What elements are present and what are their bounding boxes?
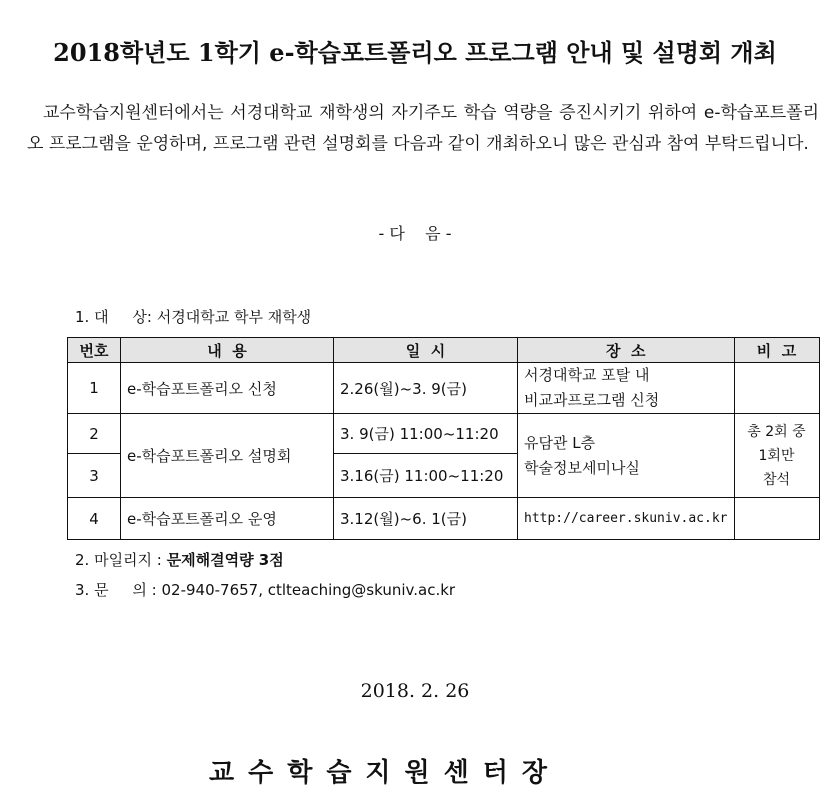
item-value: 서경대학교 학부 재학생 [156,308,312,326]
row-datetime: 3. 9(금) 11:00~11:20 [334,414,518,454]
place-line: 학술정보세미나실 [524,458,640,477]
intro-paragraph: 교수학습지원센터에서는 서경대학교 재학생의 자기주도 학습 역량을 증진시키기 위하여 e-학습포트폴리오 프로그램을 운영하며, 프로그램 관련 설명회를 다음과 같이 개최하오니 많은 관심과 참여 부탁드립니다. [27,103,819,154]
item-label: 3. 문 의 : [75,581,162,599]
place-line: 서경대학교 포탈 내 [524,366,650,384]
note-line: 총 2회 중 [747,423,806,440]
header-place: 장 소 [518,338,735,363]
item-label: 1. 대 상: [75,308,157,326]
row-note [734,414,819,498]
item-contact [75,579,455,600]
table-header-row [68,338,820,363]
row-datetime: 3.12(월)~6. 1(금) [334,498,518,540]
row-number: 2 [68,414,121,454]
header-datetime: 일 시 [334,338,518,363]
row-content: e-학습포트폴리오 설명회 [121,414,334,498]
row-number: 4 [68,498,121,540]
item-target [75,306,311,327]
schedule-table [67,337,820,540]
row-number: 1 [68,363,121,414]
row-content: e-학습포트폴리오 신청 [121,363,334,414]
item-mileage [75,549,284,570]
item-label: 2. 마일리지 : [75,551,167,569]
row-number: 3 [68,454,121,498]
document-date: 2018. 2. 26 [360,680,470,702]
row-place-url[interactable]: http://career.skuniv.ac.kr [518,498,735,540]
row-datetime: 2.26(월)~3. 9(금) [334,363,518,414]
row-content: e-학습포트폴리오 운영 [121,498,334,540]
place-line: 비교과프로그램 신청 [524,391,660,409]
table-row [68,414,820,454]
row-place [518,363,735,414]
table-row [68,498,820,540]
note-line: 참석 [762,471,791,488]
item-value: 문제해결역량 3점 [166,551,284,569]
place-line: 유담관 L층 [524,433,596,452]
header-note: 비 고 [734,338,819,363]
row-note [734,498,819,540]
section-marker: - 다 음 - [378,224,452,243]
table-row [68,363,820,414]
item-value[interactable]: 02-940-7657, ctlteaching@skuniv.ac.kr [161,581,456,599]
row-datetime: 3.16(금) 11:00~11:20 [334,454,518,498]
row-place [518,414,735,498]
signature: 교수학습지원센터장 [208,758,562,788]
document-title: 2018학년도 1학기 e-학습포트폴리오 프로그램 안내 및 설명회 개최 [53,38,777,67]
header-number: 번호 [68,338,121,363]
header-content: 내 용 [121,338,334,363]
row-note [734,363,819,414]
note-line: 1회만 [758,447,795,464]
